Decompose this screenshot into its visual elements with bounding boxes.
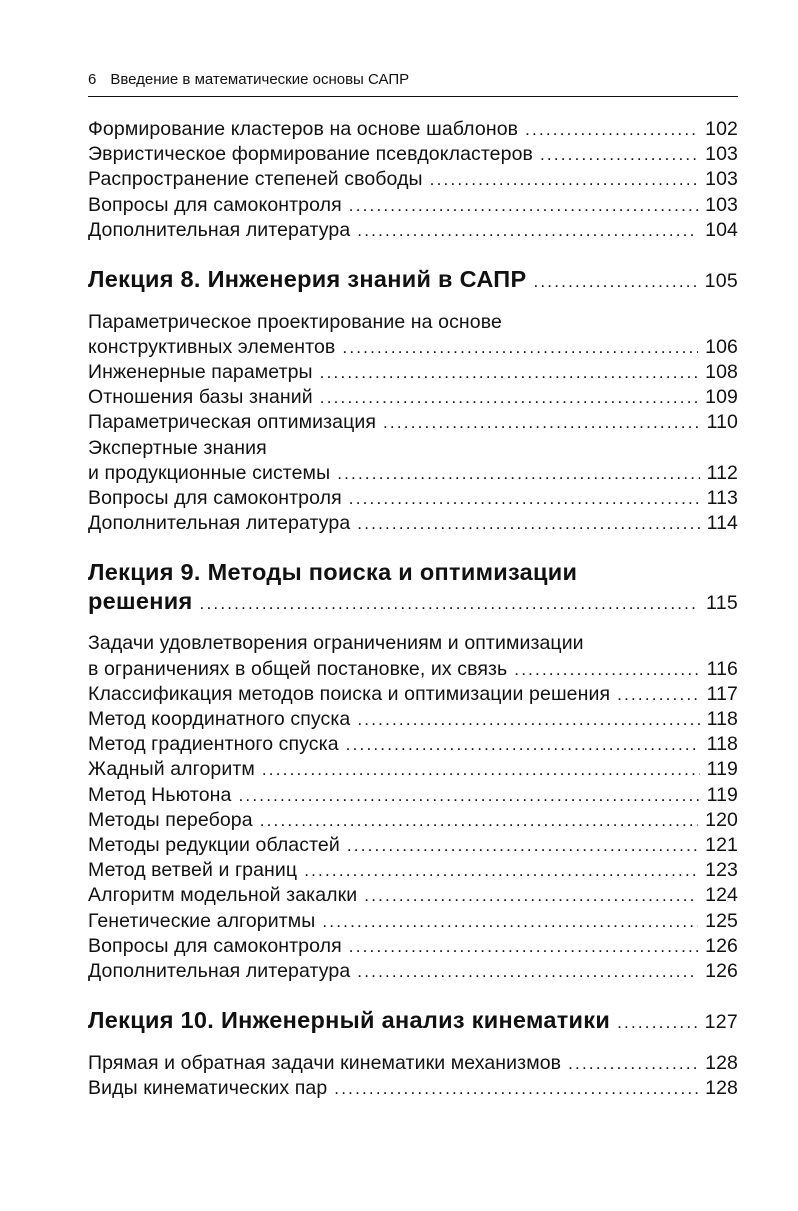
toc-entry-page: 103 [705, 193, 738, 216]
toc-entry-page: 124 [705, 884, 738, 907]
toc-entry[interactable] [88, 511, 738, 536]
toc-entry[interactable] [88, 360, 738, 385]
toc-entry-page: 119 [706, 783, 738, 806]
toc-entry-page: 113 [706, 486, 738, 509]
toc-entry-title-line1: Задачи удовлетворения ограничениям и оптимизации [88, 632, 584, 655]
leader-dots [514, 657, 699, 682]
toc-entry-title: в ограничениях в общей постановке, их связь [88, 657, 508, 680]
toc-entry-title: Методы редукции областей [88, 833, 340, 856]
leader-dots [357, 959, 698, 984]
leader-dots [349, 934, 698, 959]
toc-entry-title: Эвристическое формирование псевдокластеров [88, 143, 533, 166]
lecture-page: 127 [704, 1011, 738, 1034]
leader-dots [349, 193, 698, 218]
leader-dots [357, 707, 699, 732]
leader-dots [347, 833, 698, 858]
lecture-8-heading[interactable] [88, 265, 738, 297]
toc-entry[interactable] [88, 833, 738, 858]
toc-entry-page: 112 [706, 461, 738, 484]
lecture-page: 115 [706, 591, 738, 614]
toc-entry[interactable] [88, 167, 738, 192]
toc-entry-page: 128 [705, 1076, 738, 1099]
toc-entry[interactable] [88, 461, 738, 486]
toc-entry-title: Вопросы для самоконтроля [88, 486, 342, 509]
leader-dots [239, 783, 700, 808]
toc-entry-page: 117 [706, 682, 738, 705]
toc-entry-page: 103 [705, 143, 738, 166]
toc-entry-page: 120 [705, 808, 738, 831]
toc-entry-title: Формирование кластеров на основе шаблонов [88, 118, 519, 140]
toc-entry-title: Вопросы для самоконтроля [88, 193, 342, 216]
leader-dots [617, 682, 699, 707]
toc-entry[interactable] [88, 117, 738, 142]
leader-dots [200, 590, 699, 619]
leader-dots [357, 511, 699, 536]
toc-entry-title: и продукционные системы [88, 461, 331, 484]
toc-entry-page: 102 [705, 118, 738, 140]
toc-entry-title: Жадный алгоритм [88, 758, 255, 781]
toc-entry-title: Алгоритм модельной закалки [88, 884, 358, 907]
toc-entry-line [88, 436, 738, 461]
toc-entry-title: Методы перебора [88, 808, 253, 831]
toc-entry[interactable] [88, 732, 738, 757]
toc-entry-page: 118 [706, 707, 738, 730]
lecture-title-line1: Лекция 9. Методы поиска и оптимизации [88, 559, 578, 586]
toc-entry-page: 121 [705, 833, 738, 856]
toc-entry-title: Классификация методов поиска и оптимизации решения [88, 682, 611, 705]
toc-entry-page: 125 [705, 909, 738, 932]
leader-dots [320, 360, 698, 385]
toc-entry-title: Генетические алгоритмы [88, 909, 316, 932]
toc-entry[interactable] [88, 909, 738, 934]
toc-entry-title-line1: Экспертные знания [88, 436, 267, 459]
leader-dots [320, 385, 698, 410]
leader-dots [260, 808, 698, 833]
toc-entry-page: 119 [706, 758, 738, 781]
toc-entry[interactable] [88, 783, 738, 808]
toc-entry-title: Отношения базы знаний [88, 386, 313, 409]
toc-entry-page: 116 [706, 657, 738, 680]
page-number: 6 [88, 71, 97, 88]
toc-entry[interactable] [88, 682, 738, 707]
table-of-contents [88, 117, 738, 1101]
leader-dots [337, 461, 699, 486]
toc-entry-title: Параметрическая оптимизация [88, 411, 376, 434]
toc-entry[interactable] [88, 757, 738, 782]
toc-entry[interactable] [88, 335, 738, 360]
leader-dots [533, 268, 697, 297]
running-title: Введение в математические основы САПР [110, 71, 410, 88]
toc-entry[interactable] [88, 858, 738, 883]
leader-dots [540, 142, 698, 167]
toc-entry[interactable] [88, 142, 738, 167]
leader-dots [357, 218, 698, 243]
leader-dots [322, 909, 698, 934]
toc-entry[interactable] [88, 193, 738, 218]
toc-entry-page: 106 [705, 335, 738, 358]
leader-dots [383, 410, 700, 435]
toc-entry-title: конструктивных элементов [88, 335, 336, 358]
toc-entry-title: Метод Ньютона [88, 783, 232, 806]
leader-dots [430, 167, 698, 192]
lecture-title: решения [88, 587, 193, 614]
toc-entry-title-line1: Параметрическое проектирование на основе [88, 310, 502, 333]
toc-entry-title: Дополнительная литература [88, 512, 351, 535]
lecture-page: 105 [704, 270, 738, 293]
toc-entry[interactable] [88, 959, 738, 984]
toc-entry-page: 123 [705, 859, 738, 882]
toc-entry-page: 109 [705, 386, 738, 409]
leader-dots [568, 1051, 698, 1076]
toc-entry-page: 118 [706, 733, 738, 756]
lecture-title: Лекция 10. Инженерный анализ кинематики [88, 1007, 611, 1034]
toc-entry[interactable] [88, 657, 738, 682]
toc-entry-line [88, 310, 738, 335]
toc-entry-page: 110 [706, 411, 738, 434]
toc-entry-title: Инженерные параметры [88, 360, 313, 383]
toc-entry[interactable] [88, 934, 738, 959]
toc-entry[interactable] [88, 410, 738, 435]
leader-dots [342, 335, 698, 360]
toc-entry[interactable] [88, 1076, 738, 1101]
lecture-title: Лекция 8. Инженерия знаний в САПР [88, 266, 527, 293]
toc-entry[interactable] [88, 218, 738, 243]
toc-entry[interactable] [88, 808, 738, 833]
toc-entry[interactable] [88, 1051, 738, 1076]
toc-entry-title: Виды кинематических пар [88, 1076, 328, 1099]
toc-entry-page: 126 [705, 959, 738, 982]
lecture-9-heading-line1[interactable] [88, 558, 738, 587]
toc-entry-page: 128 [705, 1051, 738, 1074]
toc-entry[interactable] [88, 883, 738, 908]
leader-dots [262, 757, 700, 782]
toc-entry-title: Распространение степеней свободы [88, 168, 423, 191]
toc-entry-title: Дополнительная литература [88, 218, 351, 241]
toc-entry-title: Метод ветвей и границ [88, 859, 298, 882]
running-header [88, 70, 738, 90]
toc-entry[interactable] [88, 707, 738, 732]
toc-entry-title: Прямая и обратная задачи кинематики механизмов [88, 1051, 562, 1074]
leader-dots [617, 1009, 697, 1038]
leader-dots [525, 117, 698, 142]
leader-dots [346, 732, 700, 757]
toc-entry[interactable] [88, 486, 738, 511]
leader-dots [364, 883, 698, 908]
toc-entry-page: 104 [705, 218, 738, 241]
toc-entry-title: Метод координатного спуска [88, 707, 351, 730]
leader-dots [304, 858, 698, 883]
toc-entry-page: 114 [706, 512, 738, 535]
toc-entry-page: 103 [705, 168, 738, 191]
toc-entry-title: Вопросы для самоконтроля [88, 934, 342, 957]
lecture-9-heading[interactable] [88, 587, 738, 619]
toc-entry-page: 126 [705, 934, 738, 957]
toc-entry-title: Метод градиентного спуска [88, 733, 339, 756]
lecture-10-heading[interactable] [88, 1006, 738, 1038]
toc-entry[interactable] [88, 385, 738, 410]
leader-dots [334, 1076, 698, 1101]
header-rule [88, 96, 738, 97]
leader-dots [349, 486, 700, 511]
toc-entry-title: Дополнительная литература [88, 959, 351, 982]
toc-entry-page: 108 [705, 360, 738, 383]
toc-entry-line [88, 631, 738, 656]
